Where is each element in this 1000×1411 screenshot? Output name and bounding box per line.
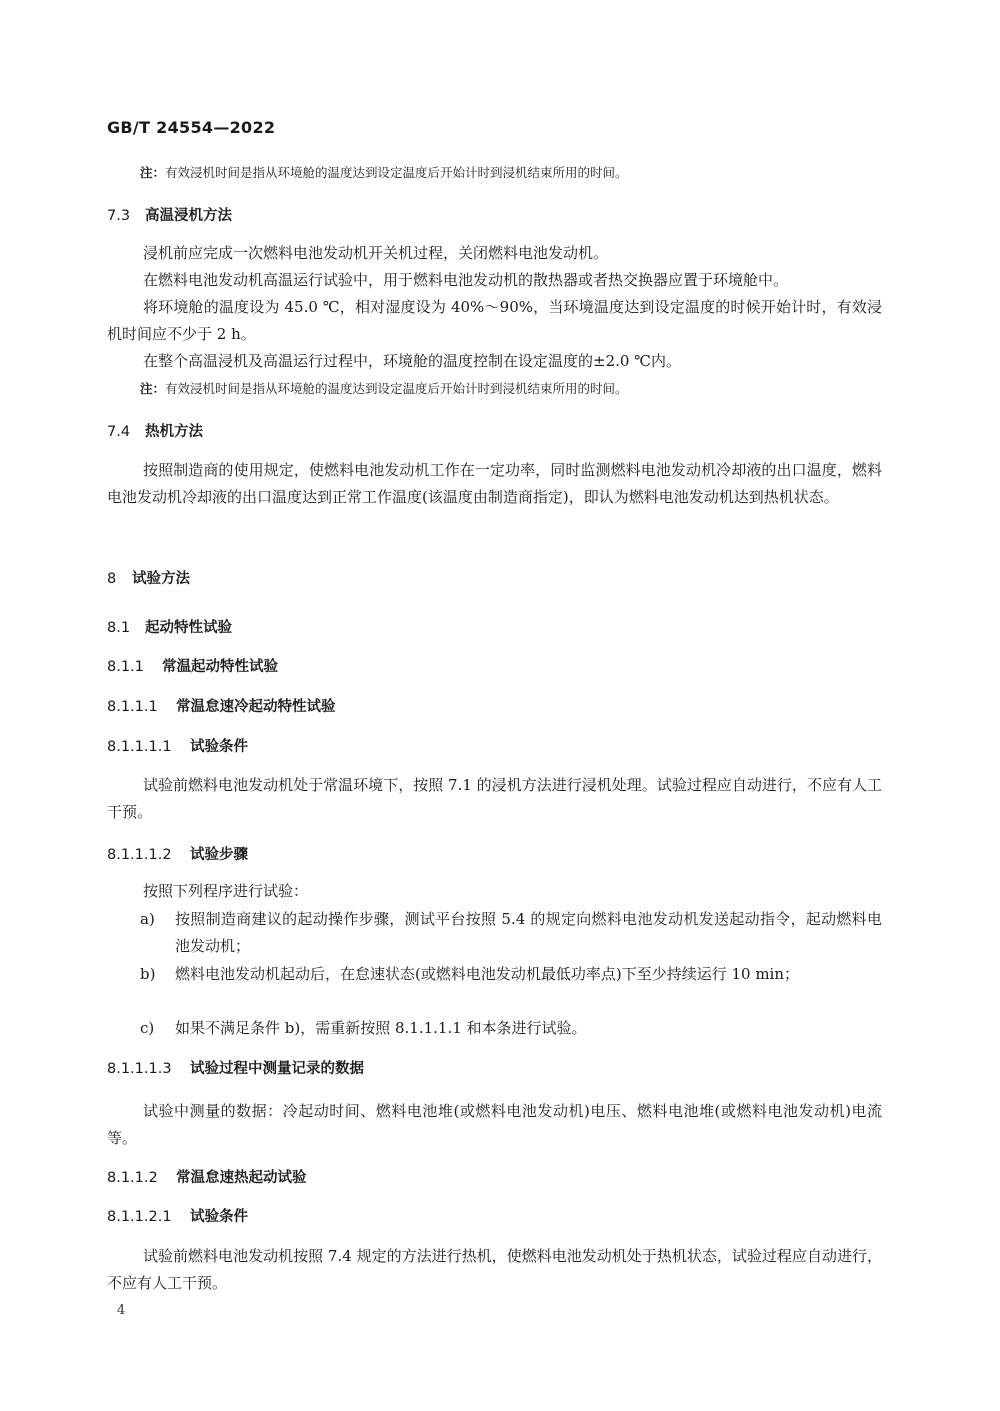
heading-number: 8.1.1.1.3 bbox=[107, 1061, 172, 1077]
heading-number: 7.4 bbox=[107, 424, 131, 440]
list-text: 燃料电池发动机起动后，在怠速状态(或燃料电池发动机最低功率点)下至少持续运行 10 min； bbox=[175, 965, 800, 983]
page-number: 4 bbox=[117, 1303, 126, 1318]
heading-8-1 bbox=[107, 618, 232, 638]
heading-8-1-1-2 bbox=[107, 1168, 307, 1188]
heading-title: 高温浸机方法 bbox=[145, 208, 232, 224]
paragraph-7-3-4: 在整个高温浸机及高温运行过程中，环境舱的温度控制在设定温度的±2.0 ℃内。 bbox=[143, 352, 681, 370]
heading-title: 常温怠速热起动试验 bbox=[176, 1170, 307, 1186]
note-1 bbox=[140, 164, 628, 182]
note-2 bbox=[140, 380, 628, 398]
heading-8-1-1 bbox=[107, 657, 278, 677]
heading-number: 8.1.1.1.1 bbox=[107, 739, 172, 755]
note-text: 有效浸机时间是指从环境舱的温度达到设定温度后开始计时到浸机结束所用的时间。 bbox=[165, 165, 628, 180]
heading-title: 试验条件 bbox=[190, 739, 248, 755]
heading-8-1-1-1-1 bbox=[107, 737, 248, 757]
heading-number: 8 bbox=[107, 571, 117, 587]
heading-title: 试验步骤 bbox=[190, 847, 248, 863]
list-marker: c) bbox=[140, 1019, 155, 1037]
paragraph-7-3-2: 在燃料电池发动机高温运行试验中，用于燃料电池发动机的散热器或者热交换器应置于环境舱中。 bbox=[143, 271, 789, 289]
document-code: GB/T 24554—2022 bbox=[107, 118, 276, 137]
heading-title: 常温怠速冷起动特性试验 bbox=[176, 699, 336, 715]
heading-title: 试验条件 bbox=[190, 1209, 248, 1225]
heading-8-1-1-1-2 bbox=[107, 845, 248, 865]
list-marker: a) bbox=[140, 910, 155, 928]
paragraph-7-3-1: 浸机前应完成一次燃料电池发动机开关机过程，关闭燃料电池发动机。 bbox=[143, 244, 609, 262]
heading-8-1-1-1 bbox=[107, 697, 336, 717]
paragraph-7-3-3: 将环境舱的温度设为 45.0 ℃，相对湿度设为 40%～90%，当环境温度达到设定温度的时候开始计时，有效浸机时间应不少于 2 h。 bbox=[107, 298, 882, 343]
paragraph-7-4-1: 按照制造商的使用规定，使燃料电池发动机工作在一定功率，同时监测燃料电池发动机冷却液的出口温度，燃料电池发动机冷却液的出口温度达到正常工作温度(该温度由制造商指定)，即认为燃料电池发动机达到热机状态。 bbox=[107, 461, 882, 506]
heading-number: 7.3 bbox=[107, 208, 131, 224]
heading-8 bbox=[107, 569, 190, 589]
list-text: 按照制造商建议的起动操作步骤，测试平台按照 5.4 的规定向燃料电池发动机发送起动指令，起动燃料电池发动机； bbox=[175, 910, 882, 955]
heading-title: 试验过程中测量记录的数据 bbox=[190, 1061, 364, 1077]
heading-number: 8.1.1.2 bbox=[107, 1170, 158, 1186]
list-text: 如果不满足条件 b)，需重新按照 8.1.1.1.1 和本条进行试验。 bbox=[175, 1019, 587, 1037]
paragraph-8-1-1-1-1: 试验前燃料电池发动机处于常温环境下，按照 7.1 的浸机方法进行浸机处理。试验过程应自动进行，不应有人工干预。 bbox=[107, 776, 882, 821]
heading-title: 起动特性试验 bbox=[145, 620, 232, 636]
list-item-b bbox=[140, 961, 882, 988]
paragraph-8-1-1-1-3: 试验中测量的数据：冷起动时间、燃料电池堆(或燃料电池发动机)电压、燃料电池堆(或燃料电池发动机)电流等。 bbox=[107, 1102, 882, 1147]
note-label: 注： bbox=[140, 165, 166, 180]
list-item-c bbox=[140, 1015, 882, 1042]
heading-number: 8.1.1.1.2 bbox=[107, 847, 172, 863]
heading-title: 常温起动特性试验 bbox=[162, 659, 278, 675]
heading-title: 热机方法 bbox=[145, 424, 203, 440]
note-text: 有效浸机时间是指从环境舱的温度达到设定温度后开始计时到浸机结束所用的时间。 bbox=[165, 381, 628, 396]
list-item-a bbox=[140, 906, 882, 960]
heading-8-1-1-2-1 bbox=[107, 1207, 248, 1227]
note-label: 注： bbox=[140, 381, 166, 396]
heading-number: 8.1.1.2.1 bbox=[107, 1209, 172, 1225]
list-marker: b) bbox=[140, 965, 156, 983]
paragraph-steps-intro: 按照下列程序进行试验： bbox=[143, 882, 309, 900]
heading-number: 8.1 bbox=[107, 620, 131, 636]
heading-title: 试验方法 bbox=[132, 571, 190, 587]
heading-8-1-1-1-3 bbox=[107, 1059, 364, 1079]
heading-number: 8.1.1.1 bbox=[107, 699, 158, 715]
heading-7-4 bbox=[107, 422, 203, 442]
heading-7-3 bbox=[107, 206, 232, 226]
paragraph-8-1-1-2-1: 试验前燃料电池发动机按照 7.4 规定的方法进行热机，使燃料电池发动机处于热机状态，试验过程应自动进行，不应有人工干预。 bbox=[107, 1247, 882, 1292]
heading-number: 8.1.1 bbox=[107, 659, 144, 675]
